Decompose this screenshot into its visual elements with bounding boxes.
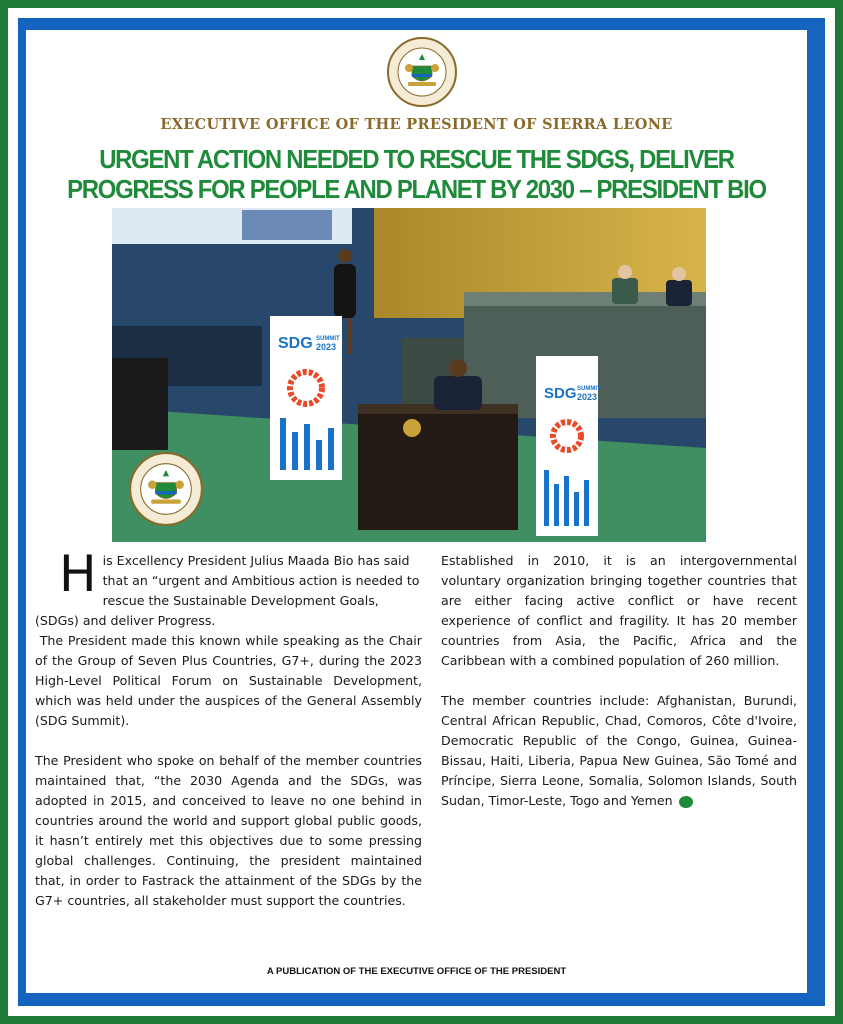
office-title: EXECUTIVE OFFICE OF THE PRESIDENT OF SIERRA LEONE [160, 116, 673, 133]
paragraph-5-text: The member countries include: Afghanistan, Burundi, Central African Republic, Chad, Comoros, Côte d'Ivoire, Democratic Republic of the Congo, Guinea, Guinea-Bissau, Haiti, Liberia, Papua New Guinea, São Tomé and Príncipe, Sierra Leone, Somalia, Solomon Islands, South Sudan, Timor-Leste, Togo and Yemen [441, 693, 797, 808]
banner-left-summit: SUMMIT [316, 336, 340, 342]
article-paragraph-4: Established in 2010, it is an intergovernmental voluntary organization bringing together countries that are either facing active conflict or have recent experience of conflict and fragility. It has 20 member countries from Asia, the Pacific, Africa and the Caribbean with a combined population of 260 million. [441, 553, 797, 668]
banner-right-summit: SUMMIT [577, 386, 601, 392]
photo-seal-icon [128, 451, 204, 527]
publication-footer: A PUBLICATION OF THE EXECUTIVE OFFICE OF THE PRESIDENT [266, 966, 567, 977]
end-mark-icon [679, 796, 693, 808]
banner-right-year: 2023 [577, 392, 598, 402]
headline [57, 144, 776, 204]
headline-line-2: PROGRESS FOR PEOPLE AND PLANET BY 2030 – PRESIDENT BIO [67, 174, 766, 204]
banner-left-year: 2023 [316, 342, 337, 352]
article-right-column [441, 551, 797, 811]
article-paragraph-2: The President made this known while speaking as the Chair of the Group of Seven Plus Countries, G7+, during the 2023 High-Level Political Forum on Sustainable Development, which was held under the auspices of the General Assembly (SDG Summit). [35, 633, 427, 728]
newsletter-page [26, 30, 807, 993]
banner-right-sdg: SDG [544, 385, 577, 402]
paragraph-1-text: is Excellency President Julius Maada Bio has said that an “urgent and Ambitious action is needed to rescue the Sustainable Development Goals, (SDGs) and deliver Progress. [35, 553, 420, 628]
banner-left-sdg: SDG [278, 335, 313, 352]
article-left-column [35, 545, 427, 911]
article-paragraph-3: The President who spoke on behalf of the member countries maintained that, “the 2030 Agenda and the SDGs, was adopted in 2015, and conceived to leave no one behind in countries around the world and support global public goods, it hasn’t entirely met this objectives due to some pressing global challenges. Continuing, the president maintained that, in order to Fastrack the attainment of the SDGs by the G7+ countries, all stakeholder must support the countries. [35, 753, 422, 908]
presidency-seal-icon [386, 36, 458, 108]
article-paragraph-5 [441, 691, 797, 811]
headline-line-1: URGENT ACTION NEEDED TO RESCUE THE SDGS, DELIVER [99, 144, 734, 174]
article-paragraph-1 [35, 545, 422, 631]
drop-cap: H [59, 545, 97, 603]
